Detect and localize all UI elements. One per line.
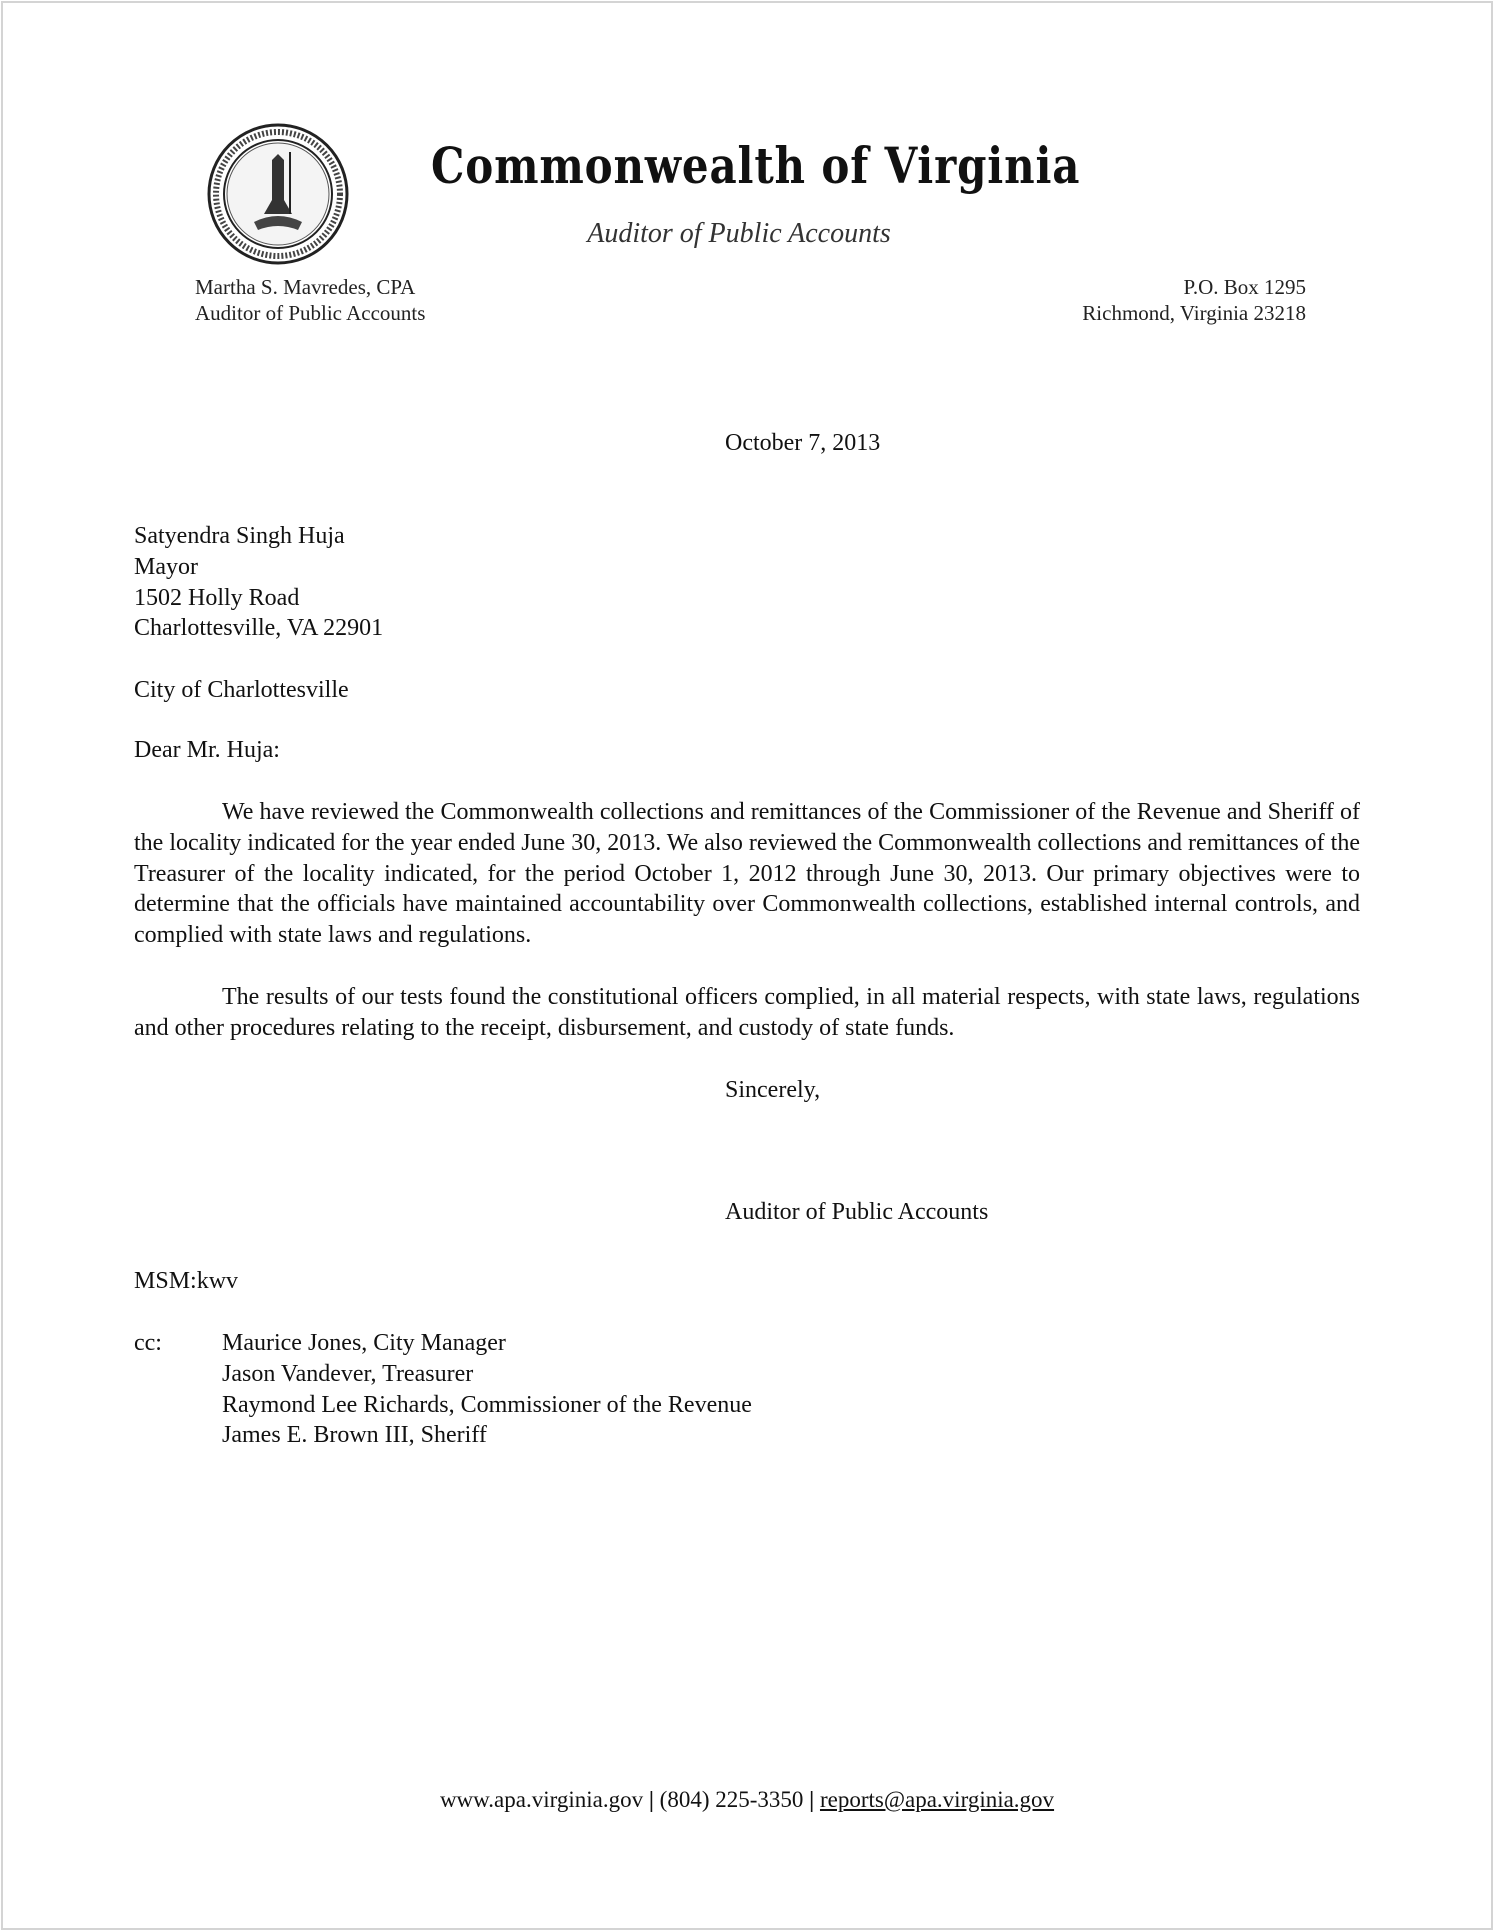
cc-item: Jason Vandever, Treasurer — [222, 1360, 474, 1387]
po-box: P.O. Box 1295 — [1183, 275, 1306, 299]
body-paragraph-1-text: We have reviewed the Commonwealth collections and remittances of the Commissioner of the Revenue and Sheriff of the locality indicated for the year ended June 30, 2013. We also reviewed the Commonwealth collections and remittances of the Treasurer of the locality indicated, for the period October 1, 2012 through June 30, 2013. Our primary objectives were to determine that the officials have maintained accountability over Commonwealth collections, established internal controls, and complied with state laws and regulations. — [134, 799, 1360, 949]
recipient-street: 1502 Holly Road — [134, 584, 300, 611]
initials: MSM:kwv — [134, 1268, 239, 1294]
cc-label: cc: — [134, 1330, 162, 1356]
cc-list — [222, 1328, 752, 1451]
footer-separator: | — [809, 1787, 815, 1812]
recipient-address — [134, 521, 383, 644]
letterhead-left-block — [195, 274, 425, 326]
letterhead-title: Commonwealth of Virginia — [431, 136, 1081, 195]
letter-date: October 7, 2013 — [725, 430, 881, 456]
footer-website-link[interactable]: www.apa.virginia.gov — [439, 1787, 644, 1812]
body-paragraph-1 — [134, 797, 1360, 951]
body-paragraph-2-text: The results of our tests found the constitutional officers complied, in all material respects, with state laws, regulations and other procedures relating to the receipt, disbursement, and custody of state funds. — [134, 984, 1360, 1041]
locality: City of Charlottesville — [134, 677, 349, 703]
recipient-title: Mayor — [134, 553, 198, 580]
city-state-zip: Richmond, Virginia 23218 — [1082, 301, 1306, 325]
footer — [0, 1787, 1494, 1813]
auditor-title: Auditor of Public Accounts — [195, 301, 426, 325]
signature-title: Auditor of Public Accounts — [725, 1199, 989, 1225]
cc-item: Raymond Lee Richards, Commissioner of the Revenue — [222, 1391, 752, 1418]
body-paragraph-2 — [134, 982, 1360, 1044]
closing: Sincerely, — [725, 1077, 821, 1103]
letterhead-subtitle — [0, 218, 1494, 250]
letterhead-subtitle-text: Auditor of Public Accounts — [587, 218, 891, 249]
footer-phone: (804) 225-3350 — [659, 1787, 804, 1812]
footer-email-link[interactable]: reports@apa.virginia.gov — [819, 1787, 1055, 1812]
footer-separator: | — [648, 1787, 654, 1812]
cc-item: James E. Brown III, Sheriff — [222, 1422, 487, 1449]
auditor-name: Martha S. Mavredes, CPA — [195, 275, 416, 299]
recipient-city: Charlottesville, VA 22901 — [134, 615, 384, 642]
cc-item: Maurice Jones, City Manager — [222, 1330, 506, 1356]
recipient-name: Satyendra Singh Huja — [134, 523, 345, 549]
salutation: Dear Mr. Huja: — [134, 737, 280, 763]
letterhead-right-block — [1082, 274, 1306, 326]
